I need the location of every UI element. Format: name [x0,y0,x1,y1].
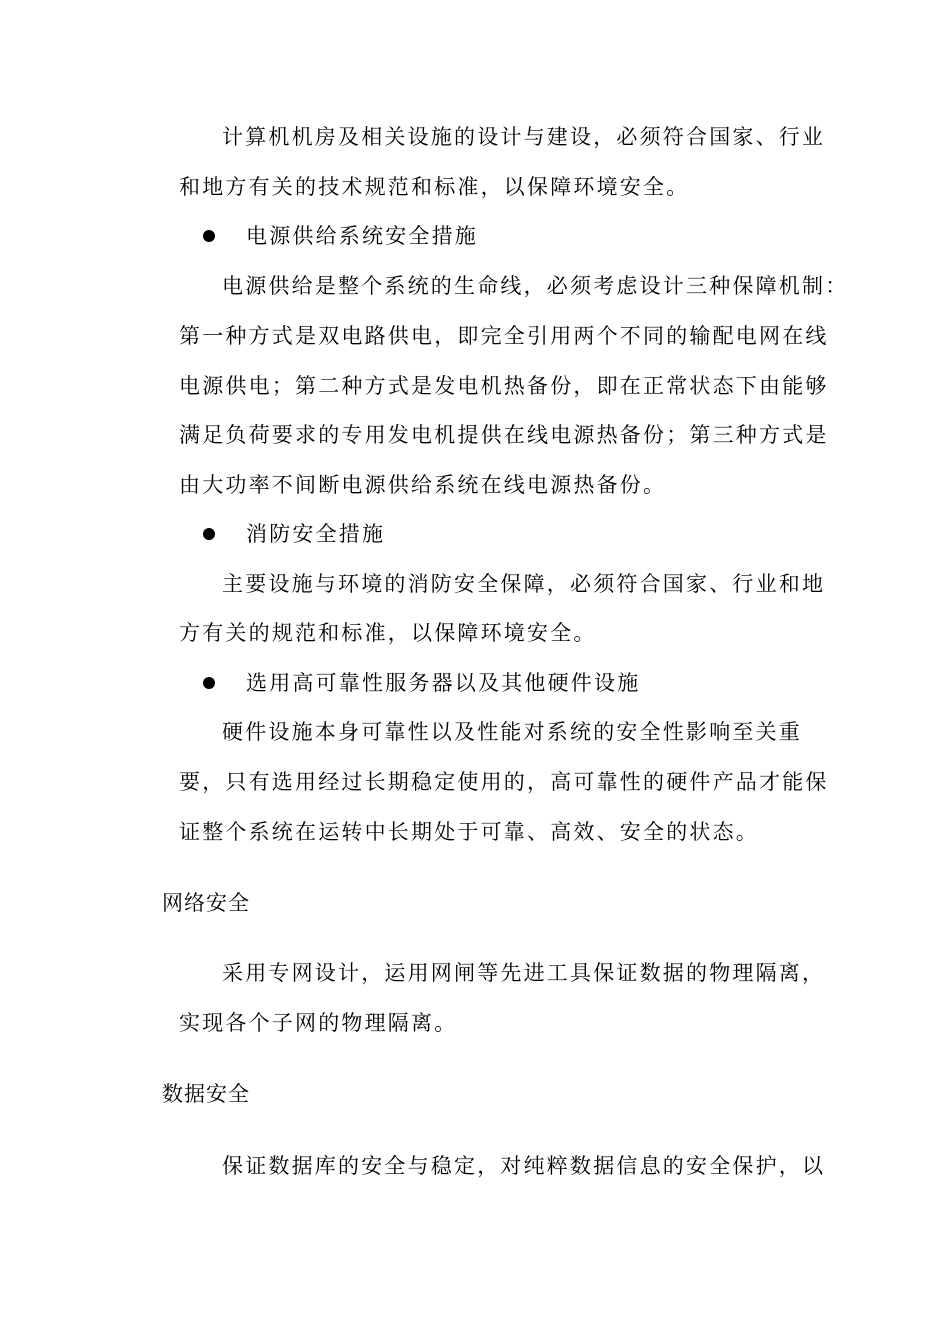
paragraph-line: 电源供给是整个系统的生命线，必须考虑设计三种保障机制： [222,274,849,298]
paragraph-line: 主要设施与环境的消防安全保障，必须符合国家、行业和地 [222,572,826,596]
section-heading-data: 数据安全 [162,1082,250,1106]
bullet-title-fire: 消防安全措施 [246,522,386,546]
paragraph-line: 要，只有选用经过长期稳定使用的，高可靠性的硬件产品才能保 [179,770,829,794]
paragraph-line: 计算机机房及相关设施的设计与建设，必须符合国家、行业 [222,125,826,149]
paragraph-line: 实现各个子网的物理隔离。 [179,1011,458,1035]
paragraph-line: 保证数据库的安全与稳定，对纯粹数据信息的安全保护，以 [222,1154,826,1178]
paragraph-line: 和地方有关的技术规范和标准，以保障环境安全。 [179,175,690,199]
paragraph-line: 满足负荷要求的专用发电机提供在线电源热备份；第三种方式是 [179,423,829,447]
bullet-icon [203,230,215,242]
bullet-icon [203,528,215,540]
bullet-title-power: 电源供给系统安全措施 [246,224,478,248]
paragraph-line: 采用专网设计，运用网闸等先进工具保证数据的物理隔离， [222,961,826,985]
section-heading-network: 网络安全 [162,891,250,915]
paragraph-line: 证整个系统在运转中长期处于可靠、高效、安全的状态。 [179,820,759,844]
paragraph-line: 第一种方式是双电路供电，即完全引用两个不同的输配电网在线 [179,324,829,348]
paragraph-line: 硬件设施本身可靠性以及性能对系统的安全性影响至关重 [222,720,802,744]
paragraph-line: 电源供电；第二种方式是发电机热备份，即在正常状态下由能够 [179,374,829,398]
bullet-title-hardware: 选用高可靠性服务器以及其他硬件设施 [246,671,641,695]
bullet-icon [203,677,215,689]
paragraph-line: 方有关的规范和标准，以保障环境安全。 [179,621,597,645]
paragraph-line: 由大功率不间断电源供给系统在线电源热备份。 [179,473,667,497]
